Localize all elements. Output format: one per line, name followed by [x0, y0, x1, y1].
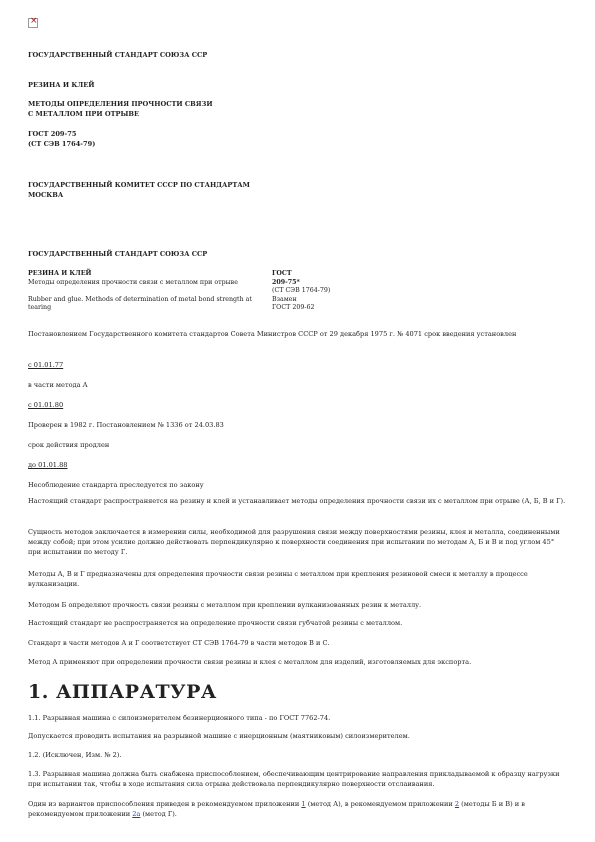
clause-1-3: 1.3. Разрывная машина должна быть снабжена приспособлением, обеспечивающим центрирование направления прикладываемой к образцу нагрузки при испытании так, чтобы в ходе испытания сила отрыва действовала перпендикулярно поверхности отслаивания. — [28, 770, 560, 788]
committee-line-1: ГОСУДАРСТВЕННЫЙ КОМИТЕТ СССР ПО СТАНДАРТАМ — [28, 181, 250, 189]
standard-header-second: ГОСУДАРСТВЕННЫЙ СТАНДАРТ СОЮЗА ССР — [28, 250, 208, 258]
body-paragraph-4: Методом Б определяют прочность связи резины с металлом при креплении вулканизованных резин к металлу. — [28, 601, 422, 609]
table-gost-number: 209-75* — [272, 278, 300, 286]
standard-header: ГОСУДАРСТВЕННЫЙ СТАНДАРТ СОЮЗА ССР — [28, 51, 208, 59]
section-heading: 1. АППАРАТУРА — [28, 681, 217, 703]
table-subject: РЕЗИНА И КЛЕЙ — [28, 270, 92, 277]
clause-1-3-appendix — [28, 799, 568, 819]
body-paragraph-6: Стандарт в части методов А и Г соответствует СТ СЭВ 1764-79 в части методов В и С. — [28, 639, 330, 647]
body-paragraph-3: Методы А, В и Г предназначены для определения прочности связи резины с металлом при крепления резиновой смеси к металлу в процессе вулканизации. — [28, 570, 528, 588]
date-effective-2: с 01.01.80 — [28, 401, 64, 409]
date-effective-1: с 01.01.77 — [28, 361, 64, 369]
table-title-en: Rubber and glue. Methods of determination of metal bond strength at tearing — [28, 295, 252, 311]
appendix-2-link[interactable]: 2 — [454, 800, 460, 808]
appendix-text-a: Один из вариантов приспособления приведен в рекомендуемом приложении — [28, 800, 302, 808]
st-sev-number: (СТ СЭВ 1764-79) — [28, 140, 96, 148]
table-replaces-gost: ГОСТ 209-62 — [272, 304, 315, 311]
method-title-line-1: МЕТОДЫ ОПРЕДЕЛЕНИЯ ПРОЧНОСТИ СВЯЗИ — [28, 100, 213, 108]
clause-1-1: 1.1. Разрывная машина с силоизмерителем безинерционного типа - по ГОСТ 7762-74. — [28, 714, 331, 722]
appendix-1-link[interactable]: 1 — [301, 800, 306, 808]
table-st-sev: (СТ СЭВ 1764-79) — [272, 287, 331, 294]
body-paragraph-2: Сущность методов заключается в измерении силы, необходимой для разрушения связи между поверхностями резины, клея и металла, соединенными между собой; при этом усилие должно действовать перпендикулярно к поверхности соединения при испытании по методам А, Б и В и под углом 45° при испытании по методу Г. — [28, 528, 560, 556]
table-replaces-label: Взамен — [272, 295, 297, 303]
legal-note: Несоблюдение стандарта преследуется по закону — [28, 481, 204, 489]
body-paragraph-1: Настоящий стандарт распространяется на резину и клей и устанавливает методы определения прочности связи их с металлом при отрыве (А, Б, В и Г). — [28, 497, 566, 505]
method-title-line-2: С МЕТАЛЛОМ ПРИ ОТРЫВЕ — [28, 110, 139, 118]
broken-image-icon — [28, 18, 38, 28]
table-gost-label: ГОСТ — [272, 270, 292, 277]
extension-note: срок действия продлен — [28, 441, 110, 449]
appendix-2a-link[interactable]: 2а — [132, 810, 141, 818]
committee-line-2: МОСКВА — [28, 191, 64, 199]
clause-1-2: 1.2. (Исключен, Изм. № 2). — [28, 751, 122, 759]
table-title-ru: Методы определения прочности связи с металлом при отрыве — [28, 278, 238, 286]
clause-1-1-note: Допускается проводить испытания на разрывной машине с инерционным (маятниковым) силоизмерителем. — [28, 732, 410, 740]
revision-note: Проверен в 1982 г. Постановлением № 1336 от 24.03.83 — [28, 421, 224, 429]
appendix-text-b: (метод А), в рекомендуемом приложении — [305, 800, 455, 808]
gost-number: ГОСТ 209-75 — [28, 130, 77, 138]
date-effective-3: до 01.01.88 — [28, 461, 68, 469]
body-paragraph-5: Настоящий стандарт не распространяется на определение прочности связи губчатой резины с металлом. — [28, 619, 403, 627]
decree-text: Постановлением Государственного комитета стандартов Совета Министров СССР от 29 декабря 1975 г. № 4071 срок введения установлен — [28, 330, 517, 338]
method-a-note: в части метода А — [28, 381, 88, 389]
subject-title: РЕЗИНА И КЛЕЙ — [28, 81, 95, 89]
body-paragraph-7: Метод А применяют при определении прочности связи резины и клея с металлом для изделий, изготовляемых для экспорта. — [28, 658, 472, 666]
appendix-text-d: (метод Г). — [140, 810, 177, 818]
appendix-text-c: (методы Б и В) и в рекомендуемом приложении — [28, 800, 525, 818]
